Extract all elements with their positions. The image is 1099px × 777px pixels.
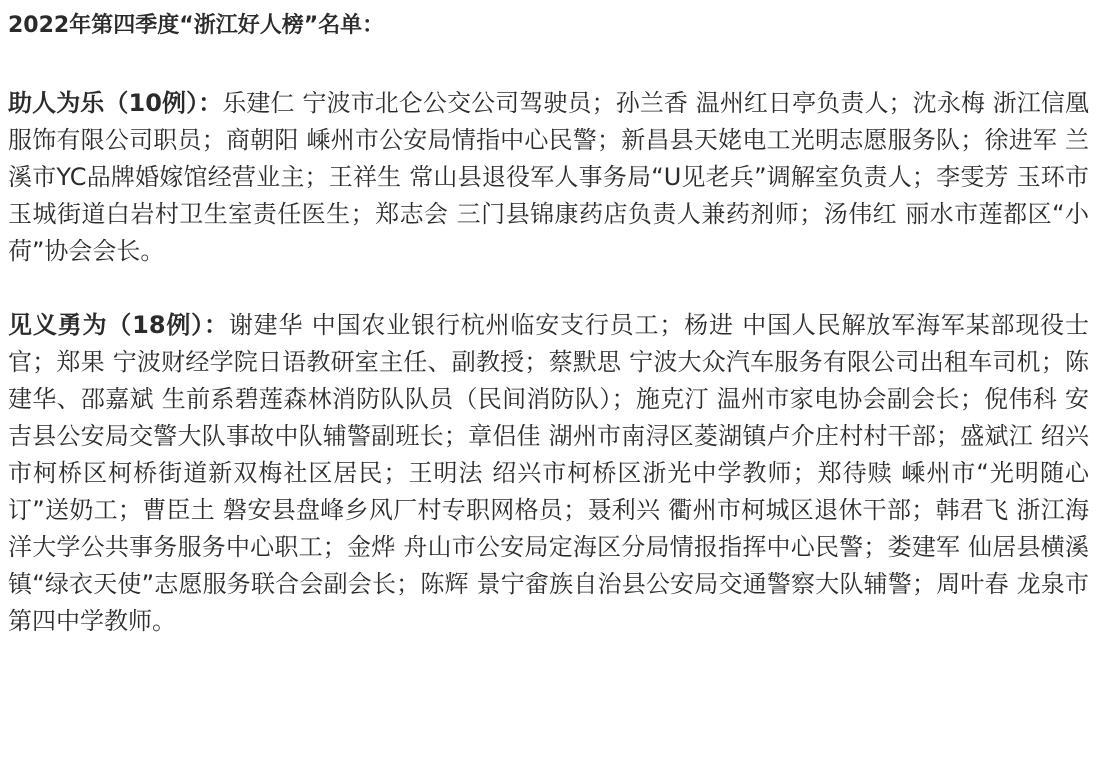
- section-body-helping-others: 乐建仁 宁波市北仑公交公司驾驶员；孙兰香 温州红日亭负责人；沈永梅 浙江信凰服饰有限公司职员；商朝阳 嵊州市公安局情指中心民警；新昌县天姥电工光明志愿服务队；徐进军 兰溪市YC品牌婚嫁馆经营业主；王祥生 常山县退役军人事务局“U见老兵”调解室负责人；李雯芳 玉环市玉城街道白岩村卫生室责任医生；郑志会 三门县锦康药店负责人兼药剂师；汤伟红 丽水市莲都区“小荷”协会会长。: [8, 89, 1089, 265]
- section-heading-bravery: 见义勇为（18例）：: [8, 311, 229, 339]
- section-helping-others: [8, 85, 1089, 270]
- section-body-bravery: 谢建华 中国农业银行杭州临安支行员工；杨进 中国人民解放军海军某部现役士官；郑果 宁波财经学院日语教研室主任、副教授；蔡默思 宁波大众汽车服务有限公司出租车司机；陈建华、邵嘉斌 生前系碧莲森林消防队队员（民间消防队）；施克汀 温州市家电协会副会长；倪伟科 安吉县公安局交警大队事故中队辅警副班长；章侣佳 湖州市南浔区菱湖镇卢介庄村村干部；盛斌江 绍兴市柯桥区柯桥街道新双梅社区居民；王明法 绍兴市柯桥区浙光中学教师；郑待赎 嵊州市“光明随心订”送奶工；曹臣土 磐安县盘峰乡风厂村专职网格员；聂利兴 衢州市柯城区退休干部；韩君飞 浙江海洋大学公共事务服务中心职工；金烨 舟山市公安局定海区分局情报指挥中心民警；娄建军 仙居县横溪镇“绿衣天使”志愿服务联合会副会长；陈辉 景宁畲族自治县公安局交通警察大队辅警；周叶春 龙泉市第四中学教师。: [8, 311, 1089, 635]
- section-heading-helping-others: 助人为乐（10例）：: [8, 89, 223, 117]
- document-title: 2022年第四季度“浙江好人榜”名单：: [8, 13, 385, 38]
- section-bravery: [8, 307, 1089, 640]
